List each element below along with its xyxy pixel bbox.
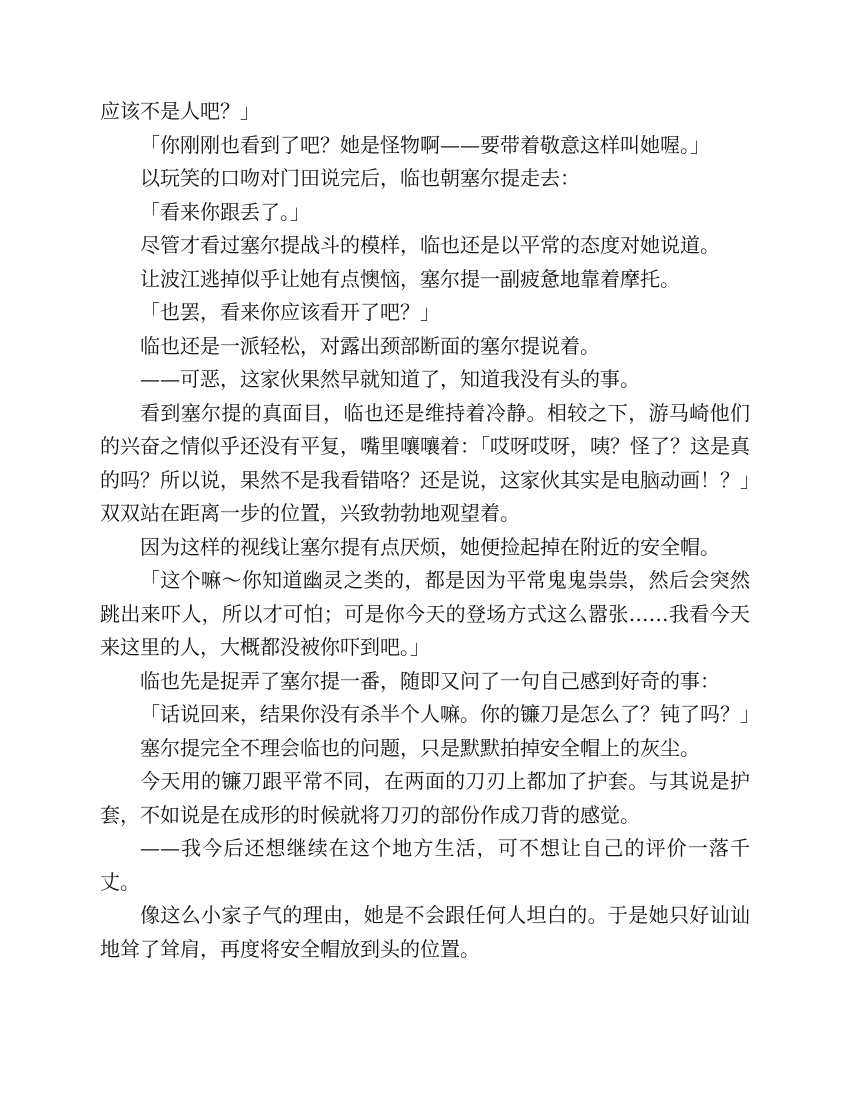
paragraph-7: 「也罢，看来你应该看开了吧？」 — [140, 300, 440, 324]
paragraph-2: 「你刚刚也看到了吧？她是怪物啊——要带着敬意这样叫她喔。」 — [140, 132, 710, 157]
paragraph-16: 今天用的镰刀跟平常不同，在两面的刀刃上都加了护套。与其说是护套，不如说是在成形的时候就将刀刃的部份作成刀背的感觉。 — [100, 769, 750, 827]
paragraph-13: 临也先是捉弄了塞尔提一番，随即又问了一句自己感到好奇的事： — [140, 668, 720, 693]
paragraph-4: 「看来你跟丢了。」 — [140, 199, 310, 224]
paragraph-8: 临也还是一派轻松，对露出颈部断面的塞尔提说着。 — [140, 333, 600, 358]
paragraph-5: 尽管才看过塞尔提战斗的模样，临也还是以平常的态度对她说道。 — [140, 233, 720, 257]
paragraph-17: ——我今后还想继续在这个地方生活，可不想让自己的评价一落千丈。 — [100, 836, 750, 894]
paragraph-10: 看到塞尔提的真面目，临也还是维持着冷静。相较之下，游马崎他们的兴奋之情似乎还没有平复，嘴里嚷嚷着：「哎呀哎呀，咦？怪了？这是真的吗？所以说，果然不是我看错咯？还是说，这家伙其实是电脑动画！？」双双站在距离一步的位置，兴致勃勃地观望着。 — [100, 400, 750, 525]
paragraph-6: 让波江逃掉似乎让她有点懊恼，塞尔提一副疲惫地靠着摩托。 — [140, 266, 680, 291]
document-page — [100, 95, 760, 966]
paragraph-3: 以玩笑的口吻对门田说完后，临也朝塞尔提走去： — [140, 166, 580, 190]
paragraph-14: 「话说回来，结果你没有杀半个人嘛。你的镰刀是怎么了？钝了吗？」 — [140, 702, 760, 726]
paragraph-15: 塞尔提完全不理会临也的问题，只是默默拍掉安全帽上的灰尘。 — [140, 735, 700, 760]
paragraph-18: 像这么小家子气的理由，她是不会跟任何人坦白的。于是她只好讪讪地耸了耸肩，再度将安全帽放到头的位置。 — [100, 903, 750, 961]
paragraph-12: 「这个嘛～你知道幽灵之类的，都是因为平常鬼鬼祟祟，然后会突然跳出来吓人，所以才可怕；可是你今天的登场方式这么嚣张……我看今天来这里的人，大概都没被你吓到吧。」 — [100, 568, 750, 659]
paragraph-1: 应该不是人吧？」 — [100, 99, 260, 123]
paragraph-11: 因为这样的视线让塞尔提有点厌烦，她便捡起掉在附近的安全帽。 — [140, 534, 720, 559]
paragraph-9: ——可恶，这家伙果然早就知道了，知道我没有头的事。 — [140, 367, 640, 391]
